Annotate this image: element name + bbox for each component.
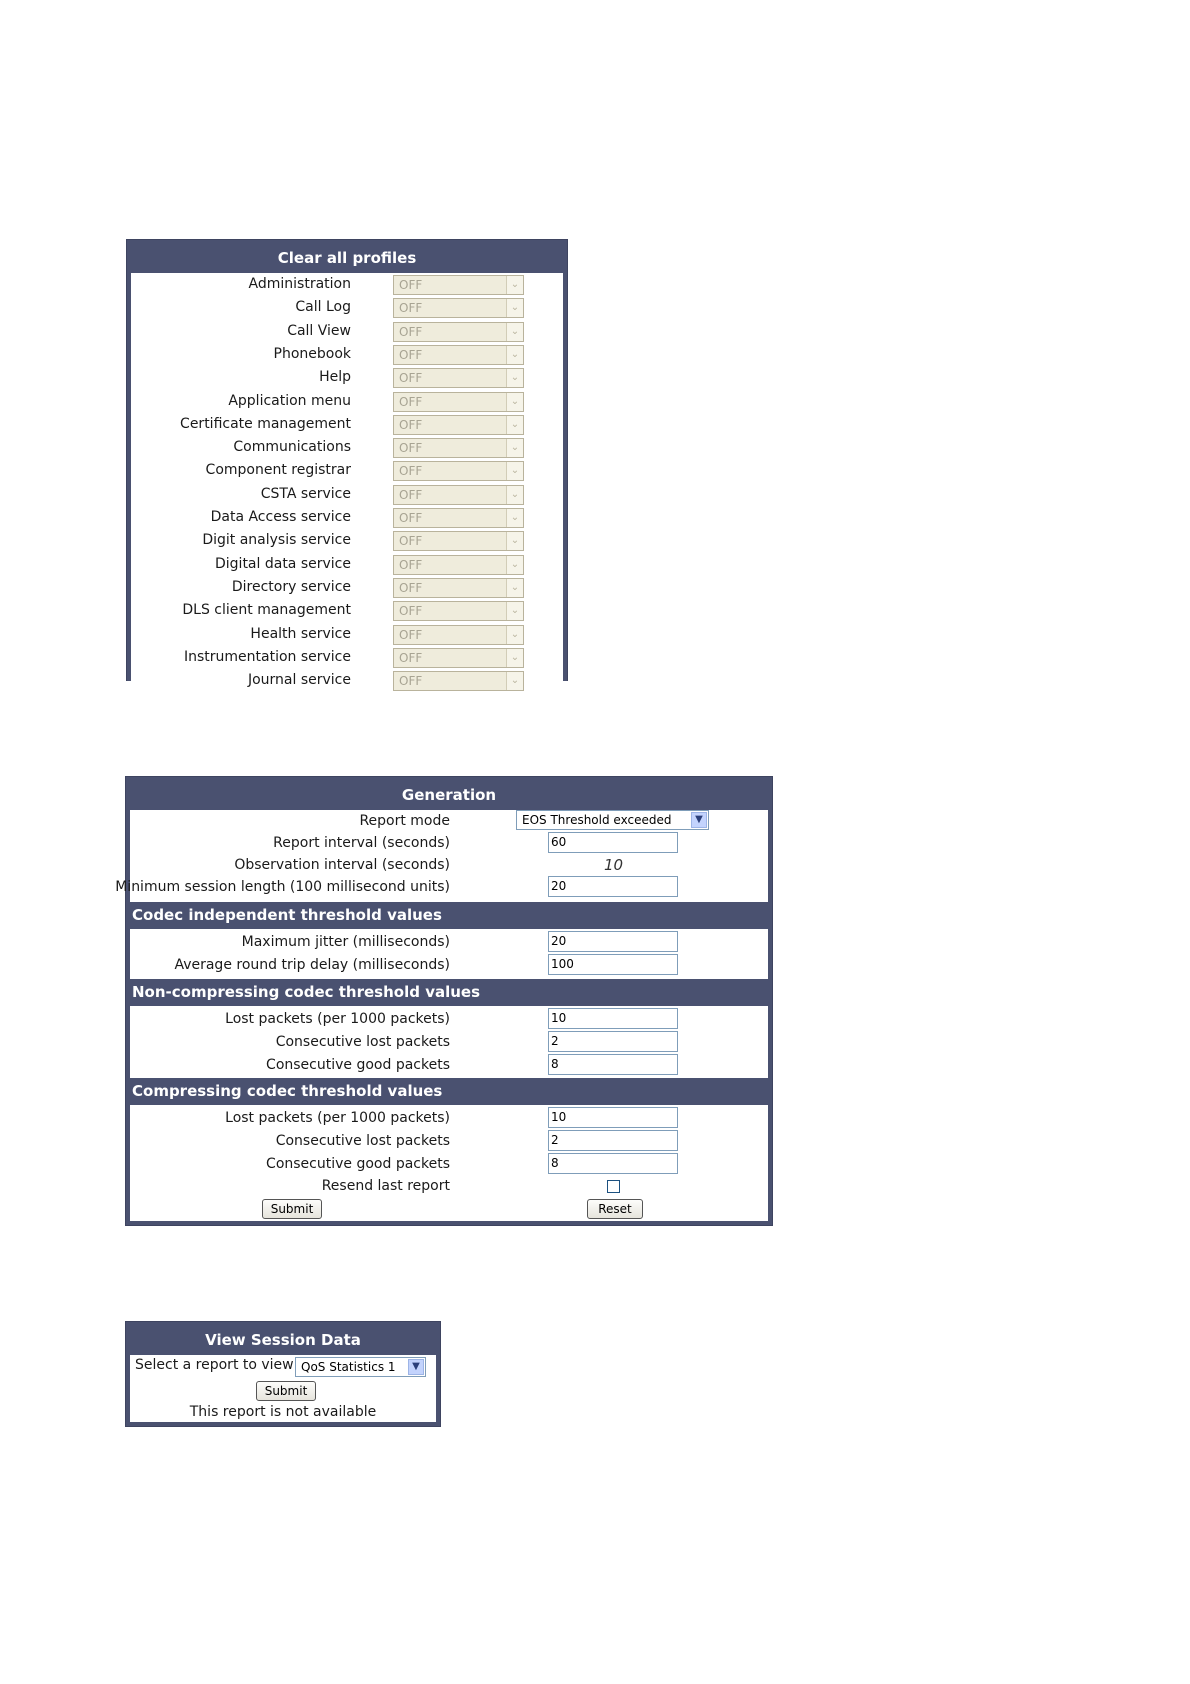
profile-row xyxy=(131,390,563,413)
nc-lost-label: Lost packets (per 1000 packets) xyxy=(225,1011,450,1027)
profile-select-value: OFF xyxy=(399,394,423,409)
profile-select[interactable] xyxy=(393,648,524,668)
nc-cons-good-label: Consecutive good packets xyxy=(266,1057,450,1073)
profile-label: Phonebook xyxy=(273,345,351,362)
min-session-input[interactable]: 20 xyxy=(548,876,678,897)
profile-label: DLS client management xyxy=(182,602,351,619)
chevron-down-icon[interactable]: ⌄ xyxy=(506,602,523,620)
panel-title: Clear all profiles xyxy=(277,249,417,267)
profile-label: Digital data service xyxy=(215,555,351,572)
report-interval-input[interactable]: 60 xyxy=(548,832,678,853)
observation-interval-row xyxy=(130,854,768,877)
nc-cons-good-input[interactable]: 8 xyxy=(548,1054,678,1075)
submit-button[interactable]: Submit xyxy=(262,1199,322,1219)
min-session-label: Minimum session length (100 millisecond units) xyxy=(115,879,450,895)
chevron-down-icon[interactable]: ⌄ xyxy=(506,556,523,574)
profile-select-value: OFF xyxy=(399,487,423,502)
nc-cons-lost-label: Consecutive lost packets xyxy=(275,1034,450,1050)
c-lost-row xyxy=(130,1107,768,1130)
profile-row xyxy=(131,343,563,366)
codec-independent-header: Codec independent threshold values xyxy=(126,902,772,929)
profile-select[interactable] xyxy=(393,461,524,481)
profile-select[interactable] xyxy=(393,578,524,598)
profile-select[interactable] xyxy=(393,485,524,505)
chevron-down-icon[interactable]: ⌄ xyxy=(506,532,523,550)
view-session-panel xyxy=(125,1321,441,1427)
profile-select[interactable] xyxy=(393,392,524,412)
profile-row xyxy=(131,366,563,389)
generation-panel xyxy=(115,776,773,1226)
chevron-down-icon[interactable]: ⌄ xyxy=(506,579,523,597)
profile-row xyxy=(131,436,563,459)
select-report-label: Select a report to view xyxy=(135,1357,294,1373)
chevron-down-icon[interactable]: ⌄ xyxy=(506,416,523,434)
profile-select-value: OFF xyxy=(399,557,423,572)
panel-title: Generation xyxy=(401,786,497,804)
report-mode-value: EOS Threshold exceeded xyxy=(522,813,672,827)
profile-row xyxy=(131,320,563,343)
profile-select-value: OFF xyxy=(399,278,423,292)
profile-row xyxy=(131,296,563,319)
chevron-down-icon[interactable]: ⌄ xyxy=(506,486,523,504)
report-mode-label: Report mode xyxy=(359,813,450,829)
report-mode-select[interactable] xyxy=(516,810,709,830)
profile-label: CSTA service xyxy=(260,485,351,502)
nc-lost-row xyxy=(130,1008,768,1031)
profile-row xyxy=(131,529,563,552)
profile-label: Certificate management xyxy=(180,415,351,432)
profile-label: Call Log xyxy=(295,299,351,316)
profile-select-value: OFF xyxy=(399,674,423,689)
report-select[interactable] xyxy=(295,1357,426,1377)
chevron-down-icon[interactable]: ⌄ xyxy=(506,649,523,667)
profile-row xyxy=(131,599,563,622)
chevron-down-icon[interactable]: ⌄ xyxy=(506,393,523,411)
clear-profiles-panel xyxy=(126,239,568,689)
avg-rtd-row xyxy=(130,954,768,977)
profile-select[interactable] xyxy=(393,671,524,691)
profile-label: Journal service xyxy=(247,672,351,689)
report-status-text: This report is not available xyxy=(189,1404,377,1420)
max-jitter-row xyxy=(130,931,768,954)
profile-label: Digit analysis service xyxy=(202,532,351,549)
profile-select-value: OFF xyxy=(399,324,423,339)
profile-select[interactable] xyxy=(393,415,524,435)
profile-label: Instrumentation service xyxy=(183,648,351,665)
profile-row xyxy=(131,646,563,669)
profile-select-value: OFF xyxy=(399,371,423,386)
c-cons-good-label: Consecutive good packets xyxy=(266,1156,450,1172)
profile-row xyxy=(131,483,563,506)
profile-select[interactable] xyxy=(393,625,524,645)
chevron-down-icon[interactable]: ⌄ xyxy=(506,323,523,341)
profile-label: Help xyxy=(319,369,351,386)
profile-select[interactable] xyxy=(393,531,524,551)
profile-select-value: OFF xyxy=(399,650,423,665)
profile-label: Call View xyxy=(287,322,351,339)
c-cons-good-input[interactable]: 8 xyxy=(548,1153,678,1174)
profile-select-value: OFF xyxy=(399,417,423,432)
profile-select[interactable] xyxy=(393,601,524,621)
profiles-list xyxy=(131,273,563,689)
chevron-down-icon[interactable]: ⌄ xyxy=(506,369,523,387)
avg-rtd-label: Average round trip delay (milliseconds) xyxy=(174,957,450,973)
profile-select-value: OFF xyxy=(399,301,423,316)
reset-button[interactable]: Reset xyxy=(587,1199,643,1219)
resend-row xyxy=(130,1175,768,1198)
profile-select[interactable] xyxy=(393,275,524,295)
profile-label: Application menu xyxy=(228,392,351,409)
min-session-row xyxy=(115,876,768,899)
profile-label: Component registrar xyxy=(205,462,351,479)
profile-row xyxy=(131,506,563,529)
c-lost-input[interactable]: 10 xyxy=(548,1107,678,1128)
profile-select[interactable] xyxy=(393,368,524,388)
profile-label: Data Access service xyxy=(210,509,351,525)
chevron-down-icon[interactable]: ⌄ xyxy=(506,462,523,480)
profile-select-value: OFF xyxy=(399,511,423,525)
profile-label: Health service xyxy=(250,625,351,642)
profile-select-value: OFF xyxy=(399,580,423,595)
c-cons-lost-row xyxy=(130,1130,768,1153)
report-mode-row xyxy=(130,810,768,833)
profile-row xyxy=(131,413,563,436)
chevron-down-icon[interactable]: ⌄ xyxy=(506,299,523,317)
profile-select[interactable] xyxy=(393,555,524,575)
profile-row xyxy=(131,623,563,646)
view-session-body xyxy=(130,1355,436,1422)
report-interval-label: Report interval (seconds) xyxy=(273,835,450,851)
c-cons-lost-input[interactable]: 2 xyxy=(548,1130,678,1151)
chevron-down-icon[interactable]: ⌄ xyxy=(506,439,523,457)
chevron-down-icon[interactable]: ⌄ xyxy=(506,672,523,690)
max-jitter-label: Maximum jitter (milliseconds) xyxy=(241,934,450,950)
chevron-down-icon[interactable]: ▼ xyxy=(408,1359,424,1375)
profile-row xyxy=(131,553,563,576)
c-lost-label: Lost packets (per 1000 packets) xyxy=(225,1110,450,1126)
chevron-down-icon[interactable]: ⌄ xyxy=(506,346,523,364)
non-compressing-header: Non-compressing codec threshold values xyxy=(126,979,772,1006)
chevron-down-icon[interactable]: ⌄ xyxy=(506,509,523,527)
profile-select-value: OFF xyxy=(399,534,423,549)
profile-select-value: OFF xyxy=(399,627,423,642)
observation-interval-value: 10 xyxy=(604,856,624,874)
profile-select-value: OFF xyxy=(399,604,423,619)
max-jitter-input[interactable]: 20 xyxy=(548,931,678,952)
profile-row xyxy=(131,576,563,599)
nc-lost-input[interactable]: 10 xyxy=(548,1008,678,1029)
profile-row xyxy=(131,273,563,296)
nc-cons-good-row xyxy=(130,1054,768,1077)
profile-select-value: OFF xyxy=(399,441,423,456)
profile-select-value: OFF xyxy=(399,464,423,479)
chevron-down-icon[interactable]: ▼ xyxy=(691,812,707,828)
profile-select[interactable] xyxy=(393,322,524,342)
c-cons-good-row xyxy=(130,1153,768,1176)
profile-row xyxy=(131,459,563,482)
c-cons-lost-label: Consecutive lost packets xyxy=(275,1133,450,1149)
profile-label: Communications xyxy=(233,439,351,456)
chevron-down-icon[interactable]: ⌄ xyxy=(506,626,523,644)
profile-label: Directory service xyxy=(231,578,351,595)
resend-label: Resend last report xyxy=(321,1178,450,1194)
nc-cons-lost-input[interactable]: 2 xyxy=(548,1031,678,1052)
panel-title: View Session Data xyxy=(205,1331,361,1349)
chevron-down-icon[interactable]: ⌄ xyxy=(506,276,523,294)
profile-select[interactable] xyxy=(393,298,524,318)
profile-label: Administration xyxy=(248,276,351,292)
view-submit-button[interactable]: Submit xyxy=(256,1381,316,1401)
compressing-header: Compressing codec threshold values xyxy=(126,1078,772,1105)
profile-row xyxy=(131,669,563,692)
profile-select[interactable] xyxy=(393,438,524,458)
report-interval-row xyxy=(130,832,768,855)
observation-interval-label: Observation interval (seconds) xyxy=(234,857,450,873)
profile-select-value: OFF xyxy=(399,347,423,362)
profile-select[interactable] xyxy=(393,345,524,365)
report-select-value: QoS Statistics 1 xyxy=(301,1360,396,1374)
generation-body xyxy=(115,810,768,1221)
resend-checkbox[interactable] xyxy=(607,1180,620,1193)
avg-rtd-input[interactable]: 100 xyxy=(548,954,678,975)
nc-cons-lost-row xyxy=(130,1031,768,1054)
profile-select[interactable] xyxy=(393,508,524,528)
